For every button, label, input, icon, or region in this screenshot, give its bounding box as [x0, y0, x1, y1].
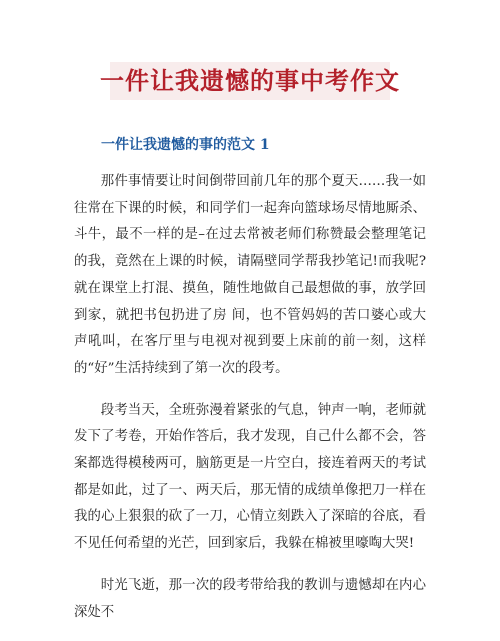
page-title: 一件让我遗憾的事中考作文: [100, 67, 400, 95]
section-heading: 一件让我遗憾的事的范文 1: [101, 137, 270, 153]
article-body: [74, 169, 426, 641]
paragraph-3: 时光飞逝，那一次的段考带给我的教训与遗憾却在内心深处不: [74, 577, 426, 620]
paragraph-2: 段考当天，全班弥漫着紧张的气息，钟声一响，老师就发下了考卷，开始作答后，我才发现，自己什么都不会，答案都选得模稜两可，脑筋更是一片空白，接连着两天的考试都是如此，过了一、两天后，那无情的成绩单像把刀一样在我的心上狠狠的砍了一刀，心情立刻跌入了深暗的谷底，看不见任何希望的光芒，回到家后，我躲在棉被里嚎啕大哭!: [74, 402, 426, 552]
paragraph-1: 那件事情要让时间倒带回前几年的那个夏天……我一如往常在下课的时候，和同学们一起奔向篮球场尽情地厮杀、斗牛，最不一样的是–在过去常被老师们称赞最会整理笔记的我，竟然在上课的时候，请隔壁同学帮我抄笔记!而我呢?就在课堂上打混、摸鱼，随性地做自己最想做的事，放学回到家，就把书包扔进了房 间，也不管妈妈的苦口婆心或大声吼叫，在客厅里与电视对视到要上床前的前一刻，这样的“好”生活持续到了第一次的段考。: [74, 174, 426, 376]
